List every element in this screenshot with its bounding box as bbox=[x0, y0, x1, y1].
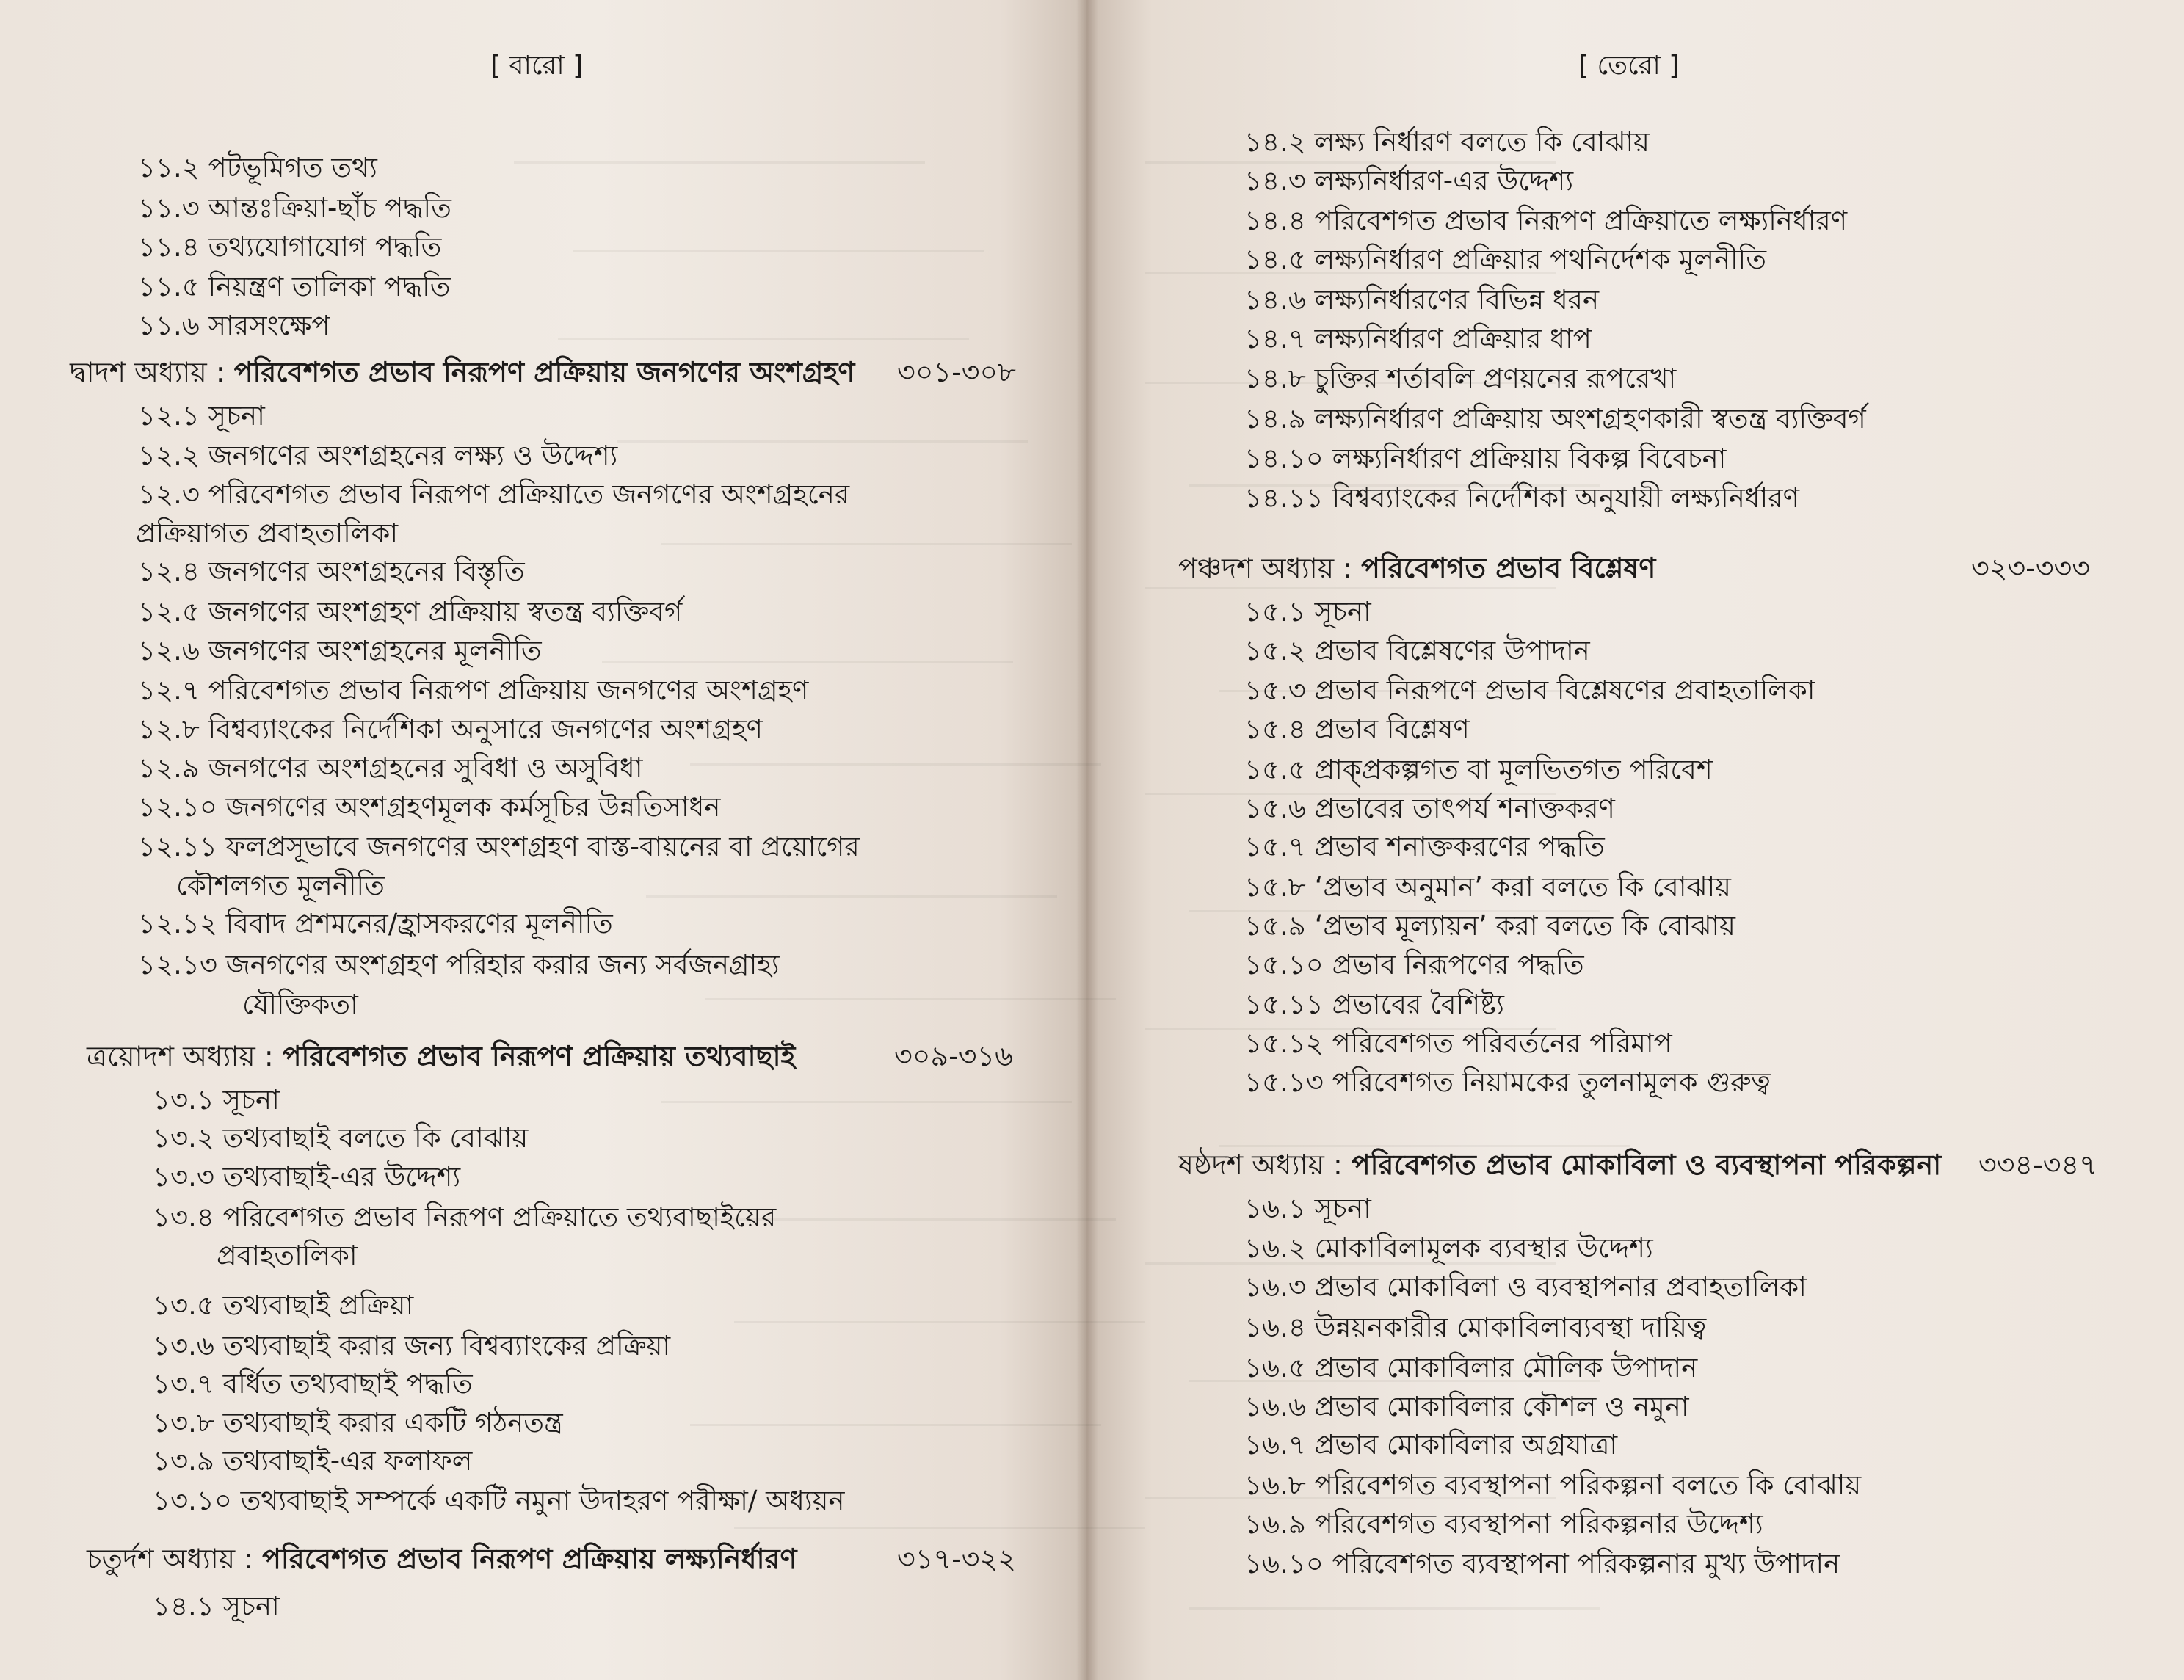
chapter-page-range: ৩২৩-৩৩৩ bbox=[1971, 552, 2090, 584]
toc-item-text: প্রভাব মোকাবিলার অগ্রযাত্রা bbox=[1314, 1429, 1618, 1461]
toc-item bbox=[153, 1084, 280, 1116]
toc-item-number: ১৬.১ bbox=[1244, 1193, 1306, 1224]
toc-item bbox=[1244, 1273, 1807, 1301]
toc-item-text: তথ্যবাছাই-এর উদ্দেশ্য bbox=[222, 1161, 461, 1193]
toc-item-number: ১৪.৩ bbox=[1244, 165, 1306, 197]
toc-item-number: ১১.২ bbox=[138, 152, 200, 183]
toc-item bbox=[138, 833, 860, 860]
toc-item bbox=[1244, 795, 1615, 822]
toc-item-text: লক্ষ্যনির্ধারণ-এর উদ্দেশ্য bbox=[1314, 165, 1574, 197]
toc-item-text: জনগণের অংশগ্রহণমূলক কর্মসূচির উন্নতিসাধন bbox=[225, 791, 721, 823]
toc-item-number: ১৬.৬ bbox=[1244, 1391, 1306, 1422]
toc-item-text: প্রভাব মোকাবিলা ও ব্যবস্থাপনার প্রবাহতালিকা bbox=[1314, 1271, 1807, 1303]
toc-item-text: লক্ষ্যনির্ধারণের বিভিন্ন ধরন bbox=[1314, 284, 1600, 316]
toc-item-text: সূচনা bbox=[222, 1590, 280, 1622]
toc-item-text: সূচনা bbox=[222, 1084, 280, 1116]
toc-item bbox=[138, 674, 809, 706]
toc-item-text: প্রভাব শনাক্তকরণের পদ্ধতি bbox=[1314, 831, 1605, 862]
toc-item-text: জনগণের অংশগ্রহণ পরিহার করার জন্য সর্বজনগ্রাহ্য bbox=[225, 949, 780, 981]
toc-item bbox=[153, 1292, 413, 1319]
toc-item bbox=[138, 481, 849, 508]
toc-item bbox=[153, 1332, 670, 1359]
book-spine bbox=[1076, 0, 1098, 1680]
toc-item-number: ১৪.১০ bbox=[1244, 443, 1324, 474]
chapter-page-range: ৩০৯-৩১৬ bbox=[894, 1040, 1013, 1072]
toc-item-number: ১৪.২ bbox=[1244, 126, 1306, 158]
chapter-prefix: ষষ্ঠদশ অধ্যায় : bbox=[1178, 1149, 1352, 1181]
toc-item-number: ১৪.৯ bbox=[1244, 403, 1306, 434]
toc-item-number: ১২.১২ bbox=[138, 908, 217, 939]
toc-item-number: ১৬.৮ bbox=[1244, 1469, 1306, 1501]
toc-item-text: তথ্যবাছাই প্রক্রিয়া bbox=[222, 1290, 414, 1321]
toc-item-number: ১৫.১ bbox=[1244, 596, 1306, 628]
toc-item-text: পরিবেশগত ব্যবস্থাপনা পরিকল্পনা বলতে কি বোঝায় bbox=[1314, 1469, 1862, 1501]
toc-item bbox=[1244, 1030, 1672, 1057]
toc-item-text: পরিবেশগত পরিবর্তনের পরিমাপ bbox=[1332, 1028, 1672, 1059]
toc-item bbox=[1244, 713, 1470, 745]
toc-item-text: প্রভাব মোকাবিলার মৌলিক উপাদান bbox=[1314, 1352, 1698, 1383]
toc-item-text: তথ্যবাছাই করার একটি গঠনতন্ত্র bbox=[222, 1407, 563, 1439]
toc-item-number: ১১.৪ bbox=[138, 231, 200, 263]
toc-item-text: পরিবেশগত প্রভাব নিরূপণ প্রক্রিয়াতে লক্ষ্যনির্ধারণ bbox=[1314, 205, 1848, 236]
toc-item-number: ১৫.৭ bbox=[1244, 831, 1306, 862]
toc-item-continuation: কৌশলগত মূলনীতি bbox=[176, 870, 385, 901]
toc-item bbox=[1244, 1510, 1763, 1538]
toc-item-text: পরিবেশগত প্রভাব নিরূপণ প্রক্রিয়াতে তথ্যবাছাইয়ের bbox=[222, 1201, 777, 1233]
toc-item bbox=[138, 558, 525, 585]
toc-item bbox=[138, 754, 642, 782]
toc-item-number: ১১.৫ bbox=[138, 271, 200, 302]
toc-item-number: ১৪.৭ bbox=[1244, 323, 1306, 354]
toc-item bbox=[1244, 910, 1735, 942]
toc-item-text: পরিবেশগত ব্যবস্থাপনা পরিকল্পনার মুখ্য উপাদান bbox=[1332, 1548, 1840, 1579]
toc-item-number: ১৩.৬ bbox=[153, 1330, 214, 1361]
toc-item-text: পরিবেশগত ব্যবস্থাপনা পরিকল্পনার উদ্দেশ্য bbox=[1314, 1508, 1763, 1540]
toc-item-text: নিয়ন্ত্রণ তালিকা পদ্ধতি bbox=[208, 271, 451, 302]
toc-item bbox=[138, 312, 330, 339]
toc-item-number: ১৫.৯ bbox=[1244, 910, 1306, 942]
toc-item-number: ১৩.৯ bbox=[153, 1445, 214, 1477]
toc-item-text: বিবাদ প্রশমনের/হ্রাসকরণের মূলনীতি bbox=[225, 908, 613, 939]
toc-item bbox=[1244, 284, 1600, 316]
toc-item bbox=[1244, 246, 1766, 273]
toc-item-text: প্রভাব মোকাবিলার কৌশল ও নমুনা bbox=[1314, 1391, 1689, 1422]
toc-item-text: জনগণের অংশগ্রহনের সুবিধা ও অসুবিধা bbox=[208, 752, 643, 784]
toc-item-number: ১২.১১ bbox=[138, 831, 217, 862]
toc-item-number: ১৬.৯ bbox=[1244, 1508, 1306, 1540]
chapter-title: পরিবেশগত প্রভাব নিরূপণ প্রক্রিয়ায় লক্ষ্যনির্ধারণ bbox=[262, 1543, 797, 1575]
toc-item bbox=[153, 1124, 528, 1152]
toc-item-text: পটভূমিগত তথ্য bbox=[208, 152, 377, 183]
toc-item bbox=[1244, 674, 1815, 706]
toc-item-number: ১৫.৪ bbox=[1244, 713, 1306, 745]
toc-item bbox=[1244, 445, 1726, 472]
toc-item-continuation: প্রবাহতালিকা bbox=[217, 1240, 358, 1271]
toc-item bbox=[1244, 991, 1504, 1018]
toc-item-number: ১৬.১০ bbox=[1244, 1548, 1324, 1579]
chapter-16-heading bbox=[1178, 1151, 1941, 1179]
chapter-prefix: চতুর্দশ অধ্যায় : bbox=[87, 1543, 263, 1575]
toc-item bbox=[138, 596, 683, 628]
toc-item bbox=[1244, 365, 1676, 392]
toc-item bbox=[1244, 596, 1371, 628]
toc-item-text: পরিবেশগত প্রভাব নিরূপণ প্রক্রিয়ায় জনগণের অংশগ্রহণ bbox=[208, 674, 809, 706]
chapter-prefix: ত্রয়োদশ অধ্যায় : bbox=[87, 1040, 283, 1072]
toc-item-number: ১৩.১ bbox=[153, 1084, 214, 1116]
toc-item-number: ১৫.৮ bbox=[1244, 871, 1306, 903]
toc-item-number: ১২.৫ bbox=[138, 596, 200, 628]
toc-item bbox=[1244, 1469, 1862, 1501]
toc-item bbox=[138, 910, 613, 937]
chapter-12-heading bbox=[70, 358, 855, 386]
toc-item bbox=[153, 1445, 473, 1477]
toc-item-text: লক্ষ্য নির্ধারণ বলতে কি বোঝায় bbox=[1314, 126, 1650, 158]
toc-item-text: লক্ষ্যনির্ধারণ প্রক্রিয়ার পথনির্দেশক মূলনীতি bbox=[1314, 244, 1766, 275]
toc-item-text: তথ্যবাছাই-এর ফলাফল bbox=[222, 1445, 473, 1477]
toc-item-number: ১৬.৩ bbox=[1244, 1271, 1306, 1303]
chapter-title: পরিবেশগত প্রভাব বিশ্লেষণ bbox=[1361, 552, 1656, 584]
toc-item-number: ১২.৭ bbox=[138, 674, 200, 706]
toc-item-text: ‘প্রভাব মূল্যায়ন’ করা বলতে কি বোঝায় bbox=[1314, 910, 1735, 942]
toc-item-number: ১৫.১১ bbox=[1244, 989, 1324, 1020]
toc-item-number: ১৫.১০ bbox=[1244, 949, 1324, 981]
toc-item-text: সূচনা bbox=[1314, 596, 1371, 628]
toc-item-text: জনগণের অংশগ্রহণ প্রক্রিয়ায় স্বতন্ত্র ব্যক্তিবর্গ bbox=[208, 596, 683, 628]
toc-item-text: সূচনা bbox=[1314, 1193, 1371, 1224]
toc-item-text: ফলপ্রসূভাবে জনগণের অংশগ্রহণ বাস্ত-বায়নের বা প্রয়োগের bbox=[225, 831, 860, 862]
toc-item bbox=[1244, 1195, 1371, 1222]
toc-item-number: ১৩.১০ bbox=[153, 1485, 232, 1516]
toc-item-text: পরিবেশগত প্রভাব নিরূপণ প্রক্রিয়াতে জনগণের অংশগ্রহনের bbox=[208, 479, 850, 510]
chapter-page-range: ৩৩৪-৩৪৭ bbox=[1978, 1149, 2097, 1181]
toc-item-text: ‘প্রভাব অনুমান’ করা বলতে কি বোঝায় bbox=[1314, 871, 1731, 903]
toc-item bbox=[153, 1201, 777, 1233]
toc-item bbox=[1244, 405, 1866, 432]
toc-item-number: ১৬.৭ bbox=[1244, 1429, 1306, 1461]
toc-item-text: প্রভাব নিরূপণে প্রভাব বিশ্লেষণের প্রবাহতালিকা bbox=[1314, 674, 1815, 706]
toc-item-number: ১৫.৩ bbox=[1244, 674, 1306, 706]
toc-item bbox=[1244, 1393, 1689, 1420]
toc-item bbox=[1244, 949, 1584, 981]
toc-item bbox=[1244, 1234, 1653, 1262]
left-page-number: [ বারো ] bbox=[490, 51, 584, 81]
toc-item-number: ১২.৪ bbox=[138, 556, 200, 587]
toc-item-text: সারসংক্ষেপ bbox=[208, 310, 330, 341]
toc-item-number: ১৩.৭ bbox=[153, 1368, 214, 1400]
toc-item-number: ১৫.৬ bbox=[1244, 793, 1306, 824]
toc-item-text: তথ্যবাছাই বলতে কি বোঝায় bbox=[222, 1122, 529, 1154]
chapter-title: পরিবেশগত প্রভাব নিরূপণ প্রক্রিয়ায় তথ্যবাছাই bbox=[282, 1040, 796, 1072]
right-page-number: [ তেরো ] bbox=[1578, 51, 1680, 81]
toc-item-number: ১৫.২ bbox=[1244, 635, 1306, 666]
toc-item-text: প্রভাব বিশ্লেষণ bbox=[1314, 713, 1470, 745]
chapter-14-heading bbox=[87, 1545, 797, 1573]
toc-item-number: ১৩.৩ bbox=[153, 1161, 214, 1193]
toc-item bbox=[1244, 484, 1799, 512]
toc-item-text: আন্তঃক্রিয়া-ছাঁচ পদ্ধতি bbox=[208, 192, 451, 224]
toc-item-continuation: যৌক্তিকতা bbox=[242, 989, 358, 1020]
toc-item-text: সূচনা bbox=[208, 400, 265, 432]
toc-item-number: ১২.৬ bbox=[138, 635, 200, 666]
chapter-13-heading bbox=[87, 1042, 795, 1070]
toc-item-number: ১১.৬ bbox=[138, 310, 200, 341]
toc-item bbox=[138, 273, 450, 300]
toc-item-number: ১৫.৫ bbox=[1244, 754, 1306, 785]
toc-item-number: ১৪.৬ bbox=[1244, 284, 1306, 316]
toc-item-text: প্রভাবের তাৎপর্য শনাক্তকরণ bbox=[1314, 793, 1615, 824]
chapter-prefix: পঞ্চদশ অধ্যায় : bbox=[1178, 552, 1362, 584]
chapter-page-range: ৩০১-৩০৮ bbox=[897, 356, 1016, 388]
toc-item bbox=[138, 194, 451, 222]
toc-item bbox=[1244, 873, 1731, 901]
toc-item-number: ১২.১ bbox=[138, 400, 200, 432]
toc-item-text: লক্ষ্যনির্ধারণ প্রক্রিয়ায় অংশগ্রহণকারী স্বতন্ত্র ব্যক্তিবর্গ bbox=[1314, 403, 1866, 434]
toc-item bbox=[138, 400, 265, 432]
toc-item bbox=[1244, 1314, 1706, 1341]
toc-item-text: মোকাবিলামূলক ব্যবস্থার উদ্দেশ্য bbox=[1314, 1232, 1653, 1264]
toc-item bbox=[1244, 1066, 1771, 1098]
toc-item-number: ১৩.২ bbox=[153, 1122, 214, 1154]
toc-item-number: ১৩.৫ bbox=[153, 1290, 214, 1321]
toc-item-text: লক্ষ্যনির্ধারণ প্রক্রিয়ার ধাপ bbox=[1314, 323, 1592, 354]
toc-item bbox=[153, 1407, 563, 1439]
chapter-title: পরিবেশগত প্রভাব নিরূপণ প্রক্রিয়ায় জনগণের অংশগ্রহণ bbox=[233, 356, 855, 388]
toc-item bbox=[1244, 165, 1574, 197]
toc-item-number: ১২.৯ bbox=[138, 752, 200, 784]
toc-item bbox=[153, 1161, 461, 1193]
toc-item-text: বর্ধিত তথ্যবাছাই পদ্ধতি bbox=[222, 1368, 473, 1400]
toc-item bbox=[138, 442, 617, 469]
toc-item bbox=[1244, 325, 1592, 352]
toc-item bbox=[1244, 756, 1713, 783]
chapter-prefix: দ্বাদশ অধ্যায় : bbox=[70, 356, 234, 388]
chapter-15-heading bbox=[1178, 554, 1655, 582]
toc-item bbox=[1244, 1550, 1840, 1577]
toc-item-number: ১৫.১৩ bbox=[1244, 1066, 1324, 1098]
toc-item bbox=[1244, 833, 1605, 860]
chapter-title: পরিবেশগত প্রভাব মোকাবিলা ও ব্যবস্থাপনা পরিকল্পনা bbox=[1351, 1149, 1942, 1181]
toc-item bbox=[1244, 637, 1590, 664]
toc-item-number: ১৬.৪ bbox=[1244, 1312, 1306, 1343]
toc-item-text: প্রাক্‌প্রকল্পগত বা মূলভিতগত পরিবেশ bbox=[1314, 754, 1713, 785]
toc-item-text: প্রভাব নিরূপণের পদ্ধতি bbox=[1332, 949, 1584, 981]
toc-item-number: ১১.৩ bbox=[138, 192, 200, 224]
toc-item bbox=[138, 713, 763, 745]
toc-item-number: ১৬.৫ bbox=[1244, 1352, 1306, 1383]
toc-item-number: ১৪.৫ bbox=[1244, 244, 1306, 275]
toc-item-number: ১৬.২ bbox=[1244, 1232, 1306, 1264]
toc-item-text: প্রভাব বিশ্লেষণের উপাদান bbox=[1314, 635, 1590, 666]
toc-item bbox=[1244, 207, 1847, 234]
toc-item bbox=[1244, 128, 1650, 156]
toc-item bbox=[1244, 1429, 1618, 1461]
toc-item-continuation: প্রক্রিয়াগত প্রবাহতালিকা bbox=[136, 517, 399, 549]
toc-item bbox=[138, 154, 377, 181]
toc-item-number: ১২.৩ bbox=[138, 479, 200, 510]
toc-item-number: ১৩.৮ bbox=[153, 1407, 214, 1439]
toc-item bbox=[138, 233, 441, 261]
toc-item-number: ১৪.১ bbox=[153, 1590, 214, 1622]
toc-item-text: বিশ্বব্যাংকের নির্দেশিকা অনুযায়ী লক্ষ্যনির্ধারণ bbox=[1332, 482, 1800, 514]
toc-item bbox=[153, 1590, 280, 1622]
toc-item bbox=[138, 637, 542, 664]
toc-item bbox=[1244, 1354, 1697, 1381]
toc-item-text: চুক্তির শর্তাবলি প্রণয়নের রূপরেখা bbox=[1314, 363, 1677, 394]
toc-item-text: তথ্যবাছাই সম্পর্কে একটি নমুনা উদাহরণ পরীক্ষা/ অধ্যয়ন bbox=[240, 1485, 845, 1516]
chapter-page-range: ৩১৭-৩২২ bbox=[897, 1543, 1016, 1575]
toc-item bbox=[153, 1487, 844, 1514]
toc-item-text: জনগণের অংশগ্রহনের লক্ষ্য ও উদ্দেশ্য bbox=[208, 440, 618, 471]
toc-item-text: প্রভাবের বৈশিষ্ট্য bbox=[1332, 989, 1505, 1020]
toc-item-number: ১২.৮ bbox=[138, 713, 200, 745]
toc-item bbox=[138, 949, 780, 981]
toc-item-number: ১৫.১২ bbox=[1244, 1028, 1324, 1059]
toc-item-number: ১৩.৪ bbox=[153, 1201, 214, 1233]
toc-item bbox=[153, 1368, 473, 1400]
toc-item-text: লক্ষ্যনির্ধারণ প্রক্রিয়ায় বিকল্প বিবেচনা bbox=[1332, 443, 1727, 474]
toc-item-number: ১২.১৩ bbox=[138, 949, 217, 981]
toc-item-text: উন্নয়নকারীর মোকাবিলাব্যবস্থা দায়িত্ব bbox=[1314, 1312, 1707, 1343]
toc-item-number: ১৪.১১ bbox=[1244, 482, 1324, 514]
toc-item-text: বিশ্বব্যাংকের নির্দেশিকা অনুসারে জনগণের অংশগ্রহণ bbox=[208, 713, 763, 745]
toc-item-number: ১৪.৪ bbox=[1244, 205, 1306, 236]
toc-item-text: জনগণের অংশগ্রহনের বিস্তৃতি bbox=[208, 556, 525, 587]
toc-item-text: তথ্যবাছাই করার জন্য বিশ্বব্যাংকের প্রক্রিয়া bbox=[222, 1330, 671, 1361]
toc-item bbox=[138, 793, 720, 821]
toc-item-number: ১৪.৮ bbox=[1244, 363, 1306, 394]
toc-item-number: ১২.১০ bbox=[138, 791, 217, 823]
toc-item-text: পরিবেশগত নিয়ামকের তুলনামূলক গুরুত্ব bbox=[1332, 1066, 1771, 1098]
toc-item-text: তথ্যযোগাযোগ পদ্ধতি bbox=[208, 231, 442, 263]
toc-item-number: ১২.২ bbox=[138, 440, 200, 471]
toc-item-text: জনগণের অংশগ্রহনের মূলনীতি bbox=[208, 635, 542, 666]
